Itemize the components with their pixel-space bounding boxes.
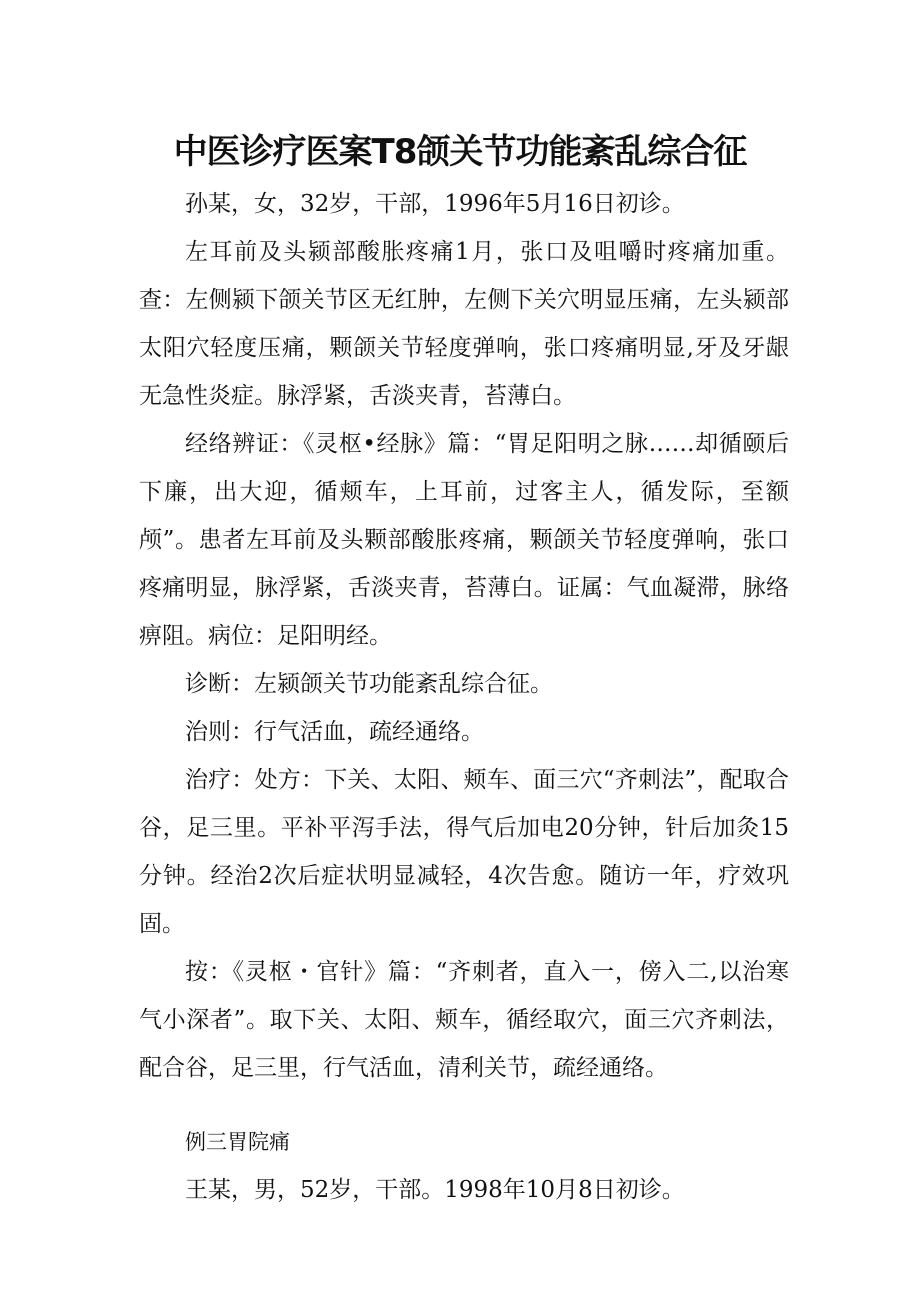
paragraph-symptoms: 左耳前及头颍部酸胀疼痛1月，张口及咀嚼时疼痛加重。查：左侧颍下颌关节区无红肿，左侧下关穴明显压痛，左头颍部太阳穴轻度压痛，颗颌关节轻度弹响，张口疼痛明显,牙及牙龈无急性炎症。脉浮紧，舌淡夹青，苔薄白。 [139,239,789,409]
paragraph-case-heading: 例三胃院痛 [185,1130,290,1154]
paragraph-diagnosis: 诊断：左颍颌关节功能紊乱综合征。 [185,671,553,697]
document-body [139,180,789,1214]
document-title: 中医诊疗医案T8颌关节功能紊乱综合征 [173,132,747,172]
paragraph-patient-info-2: 王某，男，52岁，干部。1998年10月8日初诊。 [185,1177,685,1203]
paragraph-treatment-principle: 治则：行气活血，疏经通络。 [185,719,484,745]
paragraph-meridian-analysis: 经络辨证：《灵枢•经脉》篇：“胃足阳明之脉……却循颐后下廉，出大迎，循颊车，上耳前，过客主人，循发际，至额颅”。患者左耳前及头颗部酸胀疼痛，颗颌关节轻度弹响，张口疼痛明显，脉浮紧，舌淡夹青，苔薄白。证属：气血凝滞，脉络痹阻。病位：足阳明经。 [139,431,789,649]
paragraph-commentary: 按：《灵枢・官针》篇：“齐刺者，直入一，傍入二,以治寒气小深者”。取下关、太阳、颊车，循经取穴，面三穴齐刺法，配合谷，足三里，行气活血，清利关节，疏经通络。 [139,959,789,1081]
paragraph-treatment: 治疗：处方：下关、太阳、颊车、面三穴“齐刺法”，配取合谷，足三里。平补平泻手法，得气后加电20分钟，针后加灸15分钟。经治2次后症状明显减轻，4次告愈。随访一年，疗效巩固。 [139,767,789,937]
paragraph-patient-info: 孙某，女，32岁，干部，1996年5月16日初诊。 [185,191,685,217]
